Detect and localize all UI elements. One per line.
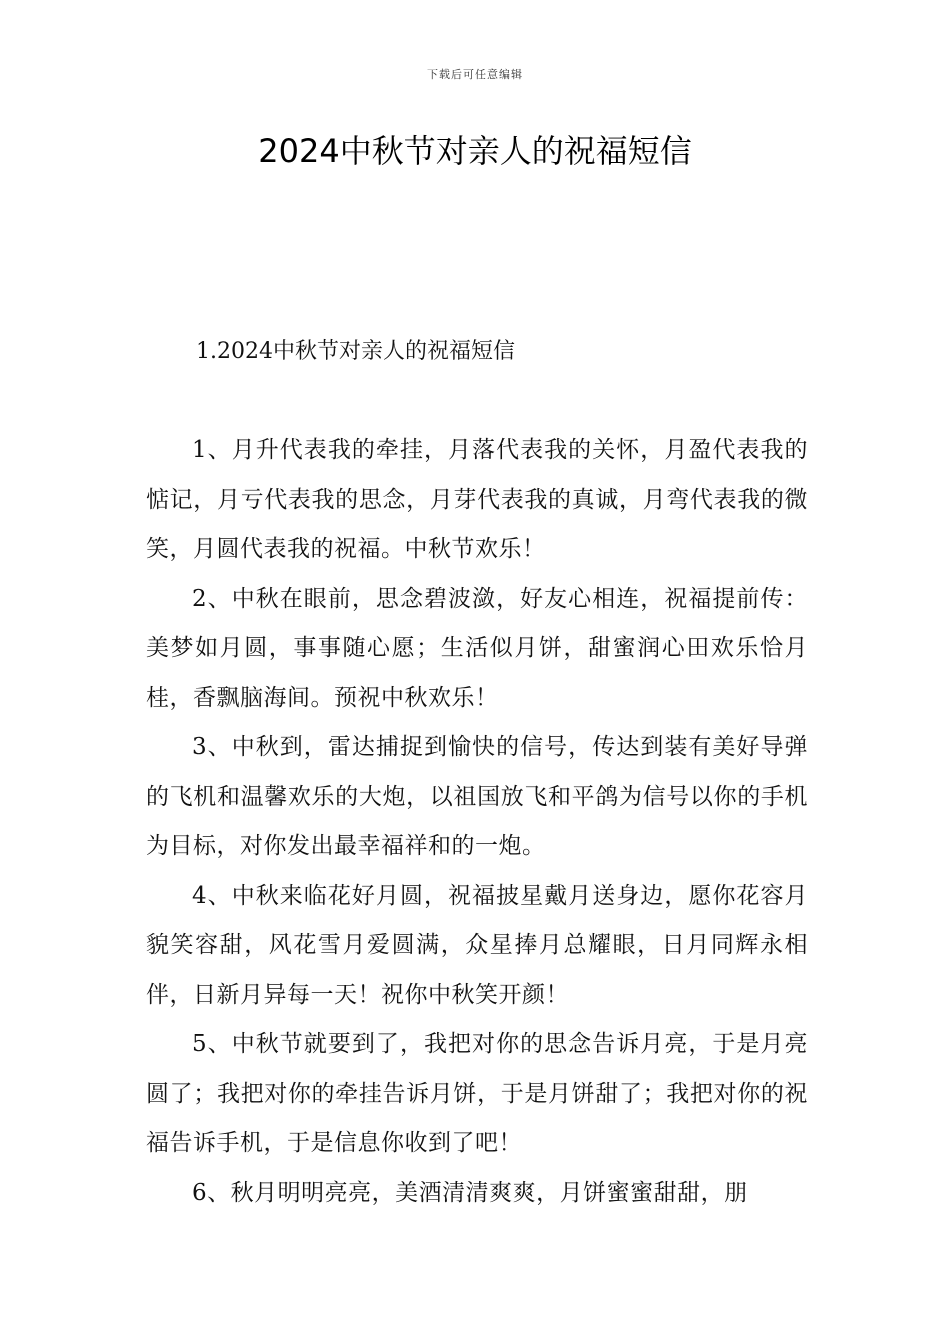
paragraph: 5、中秋节就要到了，我把对你的思念告诉月亮，于是月亮圆了；我把对你的牵挂告诉月饼，于是月饼甜了；我把对你的祝福告诉手机，于是信息你收到了吧！ bbox=[146, 1031, 808, 1156]
paragraph: 1、月升代表我的牵挂，月落代表我的关怀，月盈代表我的惦记，月亏代表我的思念，月芽代表我的真诚，月弯代表我的微笑，月圆代表我的祝福。中秋节欢乐！ bbox=[146, 437, 808, 562]
header-note: 下载后可任意编辑 bbox=[427, 68, 523, 81]
paragraph: 4、中秋来临花好月圆，祝福披星戴月送身边，愿你花容月貌笑容甜，风花雪月爱圆满，众星捧月总耀眼，日月同辉永相伴，日新月异每一天！祝你中秋笑开颜！ bbox=[146, 882, 808, 1008]
section-heading: 1.2024中秋节对亲人的祝福短信 bbox=[196, 339, 515, 364]
paragraph: 6、秋月明明亮亮，美酒清清爽爽，月饼蜜蜜甜甜，朋 bbox=[192, 1179, 748, 1206]
paragraph: 3、中秋到，雷达捕捉到愉快的信号，传达到装有美好导弹的飞机和温馨欢乐的大炮，以祖国放飞和平鸽为信号以你的手机为目标，对你发出最幸福祥和的一炮。 bbox=[146, 734, 808, 859]
document-title: 2024中秋节对亲人的祝福短信 bbox=[258, 132, 692, 170]
paragraph: 2、中秋在眼前，思念碧波潋，好友心相连，祝福提前传：美梦如月圆，事事随心愿；生活似月饼，甜蜜润心田欢乐恰月桂，香飘脑海间。预祝中秋欢乐！ bbox=[146, 585, 808, 711]
document-body bbox=[146, 426, 808, 1218]
